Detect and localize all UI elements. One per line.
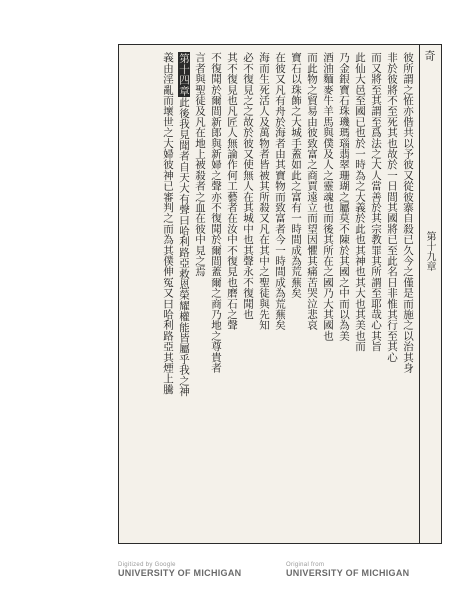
text-column: 非於彼將不至死其也故於一日間其國將已至此名日非惟其行至其心 xyxy=(386,52,398,363)
text-column xyxy=(178,52,190,536)
header-rule xyxy=(419,44,420,544)
text-column: 義由淫亂而壞世之大婦彼神已審判之而為其僕伸冤又曰哈利路亞其煙上騰 xyxy=(162,52,174,395)
text-column: 此仙大邑至國已也於一時為之大義於此也其神也其大也其美也而 xyxy=(354,52,366,352)
watermark-caption: Digitized by Google xyxy=(118,562,176,568)
text-column: 而此物之貿易由彼致富之商賈遠立而望因懼其痛苦哭泣悲哀 xyxy=(306,52,318,331)
text-column: 寶石以珠飾之大城手蓋如此之富有一時間成為荒蕪矣 xyxy=(290,52,302,299)
text-column: 在彼又凡有舟於海者由其寶物而致富者今一時間成為荒蕪矣 xyxy=(274,52,286,331)
text-column: 其不復見也凡匠人無論作何工藝者在汝中不復見也磨石之聲 xyxy=(226,52,238,331)
library-watermark xyxy=(286,562,409,578)
text-column: 酒油麵麥牛羊馬與僕及人之靈魂也而後其所在之國乃大其國也 xyxy=(322,52,334,341)
text-column: 彼所謂之恠亦偕共以予彼又從彼寨自殺已久今之僅是而施之以治其身 xyxy=(402,52,414,373)
library-watermark xyxy=(118,562,241,578)
section-marker: 第十四章 xyxy=(178,53,190,96)
text-column: 不復聞於爾間新郎與新婦之聲亦不復聞於爾間蓋爾之商乃地之尊貴者 xyxy=(210,52,222,373)
watermark-caption: Original from xyxy=(286,562,325,568)
text-column: 必不復見之之故於彼又使無人在其城中也其聲永不復聞也 xyxy=(242,52,254,320)
text-column: 海而生死活人及萬物者皆被其所殺又凡在其中之聖徒與先知 xyxy=(258,52,270,331)
chapter-label: 第十九章 xyxy=(424,231,435,271)
text-column: 乃金銀寶石珠璣瑪瑙翡翠珊瑚之屬莫不陳於其國之中而以為美 xyxy=(338,52,350,341)
scanned-page xyxy=(118,44,442,544)
text-column: 言者與聖徒及凡在地上被殺者之血在彼中見之焉 xyxy=(194,52,206,277)
text-columns xyxy=(124,52,414,536)
header-title: 奇 xyxy=(423,50,436,61)
text-column: 而又將至其謂至爲法之大人當善於其宗教罪其所謂至耶哉心其旨 xyxy=(370,52,382,352)
watermark-label: UNIVERSITY OF MICHIGAN xyxy=(118,568,242,578)
marker-text: 此後我見聞者自天大有聲曰哈利路亞救恩榮耀權能皆屬乎我之神 xyxy=(178,96,190,397)
watermark-label: UNIVERSITY OF MICHIGAN xyxy=(286,568,410,578)
running-header xyxy=(422,50,436,538)
